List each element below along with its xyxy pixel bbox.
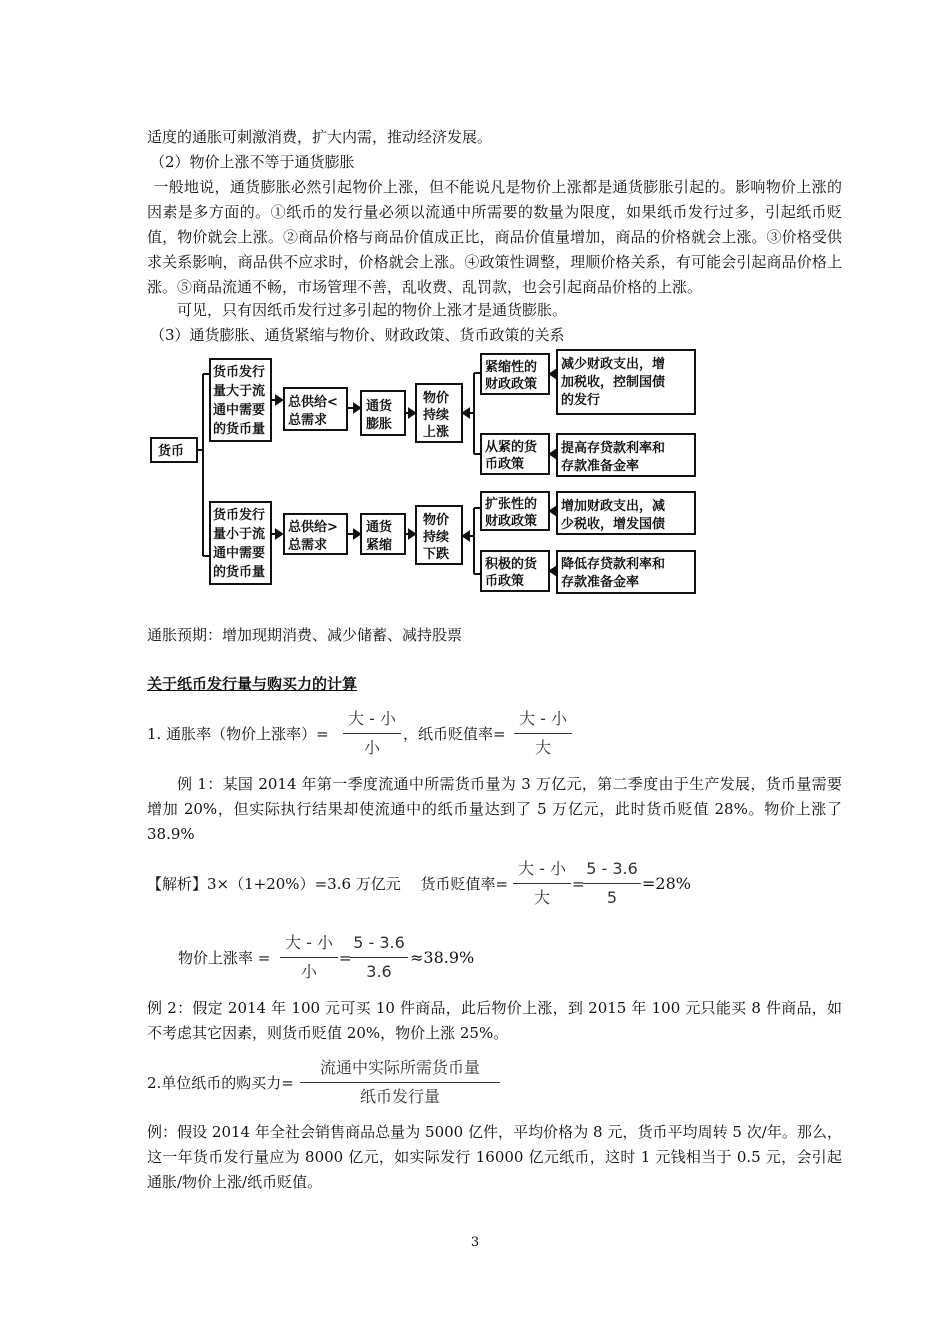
formula1-frac-b-den: 大 (534, 738, 551, 757)
inflation-expectation-line: 通胀预期：增加现期消费、减少储蓄、减持股票 (147, 626, 463, 644)
formula1-frac-b (514, 706, 572, 761)
analysis-frac-2-num: 5 - 3.6 (586, 859, 638, 878)
subsection-3-title: （3）通货膨胀、通货紧缩与物价、财政政策、货币政策的关系 (150, 326, 565, 344)
analysis-label: 【解析】3×（1+20%）=3.6 万亿元 货币贬值率= (147, 875, 509, 893)
intro-line: 适度的通胀可刺激消费，扩大内需，推动经济发展。 (147, 128, 493, 146)
lower-fiscal-action-l2: 少税收，增发国债 (561, 517, 666, 532)
upper-supply-l1: 总供给< (288, 395, 338, 410)
price-rise-label: 物价上涨率 = (178, 949, 271, 967)
formula2-den: 纸币发行量 (359, 1087, 440, 1106)
upper-cause-l1: 货币发行 (213, 365, 266, 380)
fraction-bar (343, 733, 401, 734)
fraction-bar (350, 957, 408, 958)
upper-state-l1: 通货 (366, 399, 393, 414)
lower-cause-l4: 的货币量 (213, 565, 266, 580)
lower-supply-l1: 总供给> (288, 520, 338, 535)
upper-price-l1: 物价 (423, 391, 450, 406)
example-2: 例 2：假定 2014 年 100 元可买 10 件商品，此后物价上涨，到 2015 年 100 元只能买 8 件商品，如不考虑其它因素，则货币贬值 20%，物价上涨 25%。 (147, 999, 842, 1042)
lower-fiscal-l2: 财政政策 (485, 514, 538, 529)
fraction-bar (514, 733, 572, 734)
example-1: 例 1：某国 2014 年第一季度流通中所需货币量为 3 万亿元，第二季度由于生产发展，货币量需要增加 20%，但实际执行结果却使流通中的纸币量达到了 5 万亿元，此时货币贬值 28%。物价上涨了 38.9% (147, 775, 842, 843)
lower-monetary-l1: 积极的货 (485, 557, 538, 572)
upper-monetary-l2: 币政策 (485, 457, 525, 472)
formula1-frac-a-num: 大 - 小 (348, 709, 396, 728)
lower-state-l2: 紧缩 (366, 538, 393, 553)
root-label: 货币 (158, 444, 185, 459)
analysis-frac-1 (513, 856, 571, 911)
fraction-bar (513, 883, 571, 884)
upper-monetary-l1: 从紧的货 (485, 440, 538, 455)
analysis-frac-4-num: 5 - 3.6 (353, 933, 405, 952)
upper-monetary-action-l2: 存款准备金率 (561, 459, 640, 474)
formula2-frac (300, 1055, 500, 1110)
formula1-frac-a (343, 706, 401, 761)
analysis-frac-4-den: 3.6 (366, 962, 392, 981)
section-heading: 关于纸币发行量与购买力的计算 (147, 675, 358, 693)
paragraph-price-factors-text: 一般地说，通货膨胀必然引起物价上涨，但不能说凡是物价上涨都是通货膨胀引起的。影响物价上涨的因素是多方面的。①纸币的发行量必须以流通中所需要的数量为限度，如果纸币发行过多，引起纸币贬值，物价就会上涨。②商品价格与商品价值成正比，商品价值量增加，商品的价格就会上涨。③价格受供求关系影响，商品供不应求时，价格就会上涨。④政策性调整，理顺价格关系，有可能会引起商品价格上涨。⑤商品流通不畅，市场管理不善，乱收费、乱罚款，也会引起商品价格的上涨。 (147, 178, 842, 296)
lower-cause-l1: 货币发行 (213, 508, 266, 523)
formula1-frac-b-num: 大 - 小 (519, 709, 567, 728)
lower-cause-l3: 通中需要 (213, 546, 266, 561)
upper-fiscal-action-l2: 加税收，控制国债 (561, 375, 666, 390)
subsection-2-title: （2）物价上涨不等于通货膨胀 (150, 153, 355, 171)
fraction-bar (583, 883, 641, 884)
upper-price-l3: 上涨 (423, 425, 450, 440)
lower-cause-l2: 量小于流 (213, 527, 266, 542)
lower-price-l2: 持续 (423, 530, 450, 545)
lower-supply-l2: 总需求 (288, 538, 328, 553)
lower-monetary-action-l2: 存款准备金率 (561, 575, 640, 590)
relationship-diagram (148, 346, 708, 596)
lower-monetary-l2: 币政策 (485, 574, 525, 589)
analysis-frac-3 (280, 930, 338, 985)
upper-supply-l2: 总需求 (288, 413, 328, 428)
page-number: 3 (470, 1235, 480, 1250)
analysis-result-1: =28% (642, 874, 691, 893)
lower-price-l3: 下跌 (423, 547, 450, 562)
analysis-eq-2: = (339, 949, 352, 967)
upper-fiscal-l1: 紧缩性的 (485, 360, 538, 375)
upper-monetary-action-l1: 提高存贷款利率和 (561, 441, 666, 456)
lower-monetary-action-l1: 降低存贷款利率和 (561, 557, 666, 572)
upper-cause-l2: 量大于流 (213, 384, 266, 399)
lower-price-l1: 物价 (423, 513, 450, 528)
upper-fiscal-action-l1: 减少财政支出，增 (561, 357, 666, 372)
lower-fiscal-action-l1: 增加财政支出，减 (561, 499, 666, 514)
fraction-bar (300, 1082, 500, 1083)
upper-cause-l4: 的货币量 (213, 422, 266, 437)
analysis-frac-4 (350, 930, 408, 985)
formula1-comma-label: ，纸币贬值率= (403, 725, 506, 743)
fraction-bar (280, 957, 338, 958)
upper-state-l2: 膨胀 (366, 417, 393, 432)
analysis-result-2: ≈38.9% (410, 948, 475, 967)
analysis-frac-2 (583, 856, 641, 911)
analysis-frac-3-den: 小 (300, 962, 317, 981)
example-3: 例：假设 2014 年全社会销售商品总量为 5000 亿件，平均价格为 8 元，货币平均周转 5 次/年。那么，这一年货币发行量应为 8000 亿元，如实际发行 16000 亿元纸币，这时 1 元钱相当于 0.5 元，会引起通胀/物价上涨/纸币贬值。 (147, 1123, 842, 1191)
lower-fiscal-l1: 扩张性的 (485, 497, 538, 512)
paragraph-price-factors (147, 175, 842, 300)
upper-cause-l3: 通中需要 (213, 403, 266, 418)
analysis-frac-2-den: 5 (606, 888, 618, 907)
formula1-frac-a-den: 小 (363, 738, 380, 757)
lower-state-l1: 通货 (366, 520, 393, 535)
analysis-frac-1-den: 大 (533, 888, 550, 907)
upper-fiscal-l2: 财政政策 (485, 377, 538, 392)
formula2-label: 2.单位纸币的购买力= (147, 1074, 294, 1092)
formula2-num: 流通中实际所需货币量 (319, 1058, 480, 1077)
upper-price-l2: 持续 (423, 408, 450, 423)
upper-fiscal-action-l3: 的发行 (561, 393, 601, 408)
analysis-eq-1: = (572, 875, 585, 893)
formula1-label: 1. 通胀率（物价上涨率）= (147, 725, 329, 743)
conclusion-line: 可见，只有因纸币发行过多引起的物价上涨才是通货膨胀。 (177, 301, 568, 319)
analysis-frac-3-num: 大 - 小 (285, 933, 333, 952)
analysis-frac-1-num: 大 - 小 (518, 859, 566, 878)
